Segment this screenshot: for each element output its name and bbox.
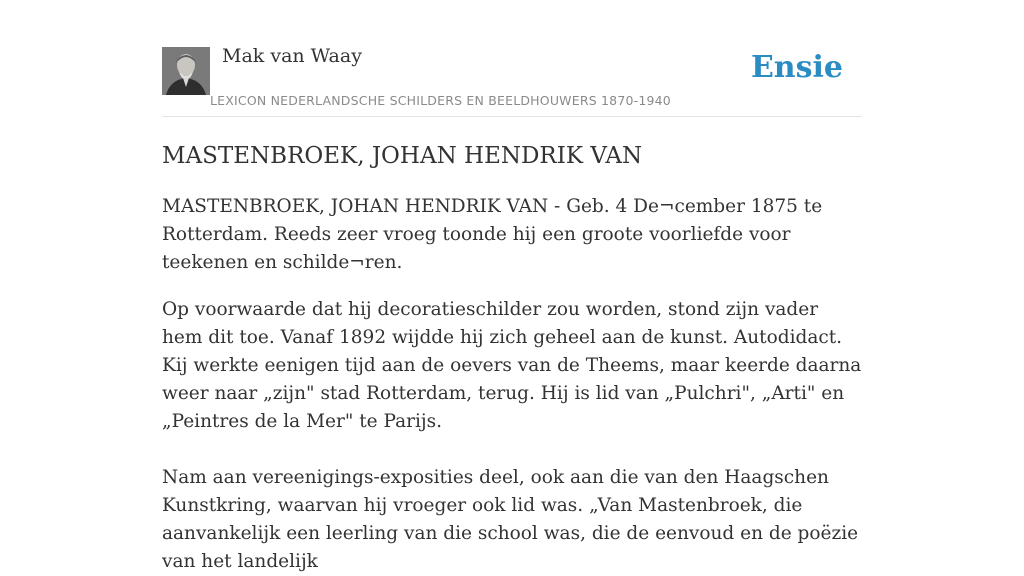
portrait-icon: [162, 47, 210, 95]
source-lexicon[interactable]: LEXICON NEDERLANDSCHE SCHILDERS EN BEELDHOUWERS 1870-1940: [210, 93, 671, 108]
author-name[interactable]: Mak van Waay: [222, 45, 362, 67]
content-column: [162, 0, 862, 576]
brand-logo[interactable]: Ensie: [750, 50, 843, 85]
author-avatar[interactable]: [162, 47, 210, 95]
page-title: MASTENBROEK, JOHAN HENDRIK VAN: [162, 143, 643, 169]
header: [162, 0, 862, 117]
article-paragraph: Op voorwaarde dat hij decoratieschilder zou worden, stond zijn vader hem dit toe. Vanaf 1892 wijdde hij zich geheel aan de kunst. Autodidact. Kij werkte eenigen tijd aan de oevers van de Theems, maar keerde daarna weer naar „zijn" stad Rotterdam, terug. Hij is lid van „Pulchri", „Arti" en „Peintres de la Mer" te Parijs.: [162, 299, 862, 432]
article-paragraph: MASTENBROEK, JOHAN HENDRIK VAN - Geb. 4 De¬cember 1875 te Rotterdam. Reeds zeer vroeg toonde hij een groote voorliefde voor teekenen en schilde¬ren.: [162, 196, 823, 273]
article-paragraph: Nam aan vereenigings-exposities deel, ook aan die van den Haagschen Kunstkring, waarvan hij vroeger ook lid was. „Van Mastenbroek, die aanvankelijk een leerling van die school was, die de eenvoud en de poëzie van het landelijk: [162, 467, 859, 572]
